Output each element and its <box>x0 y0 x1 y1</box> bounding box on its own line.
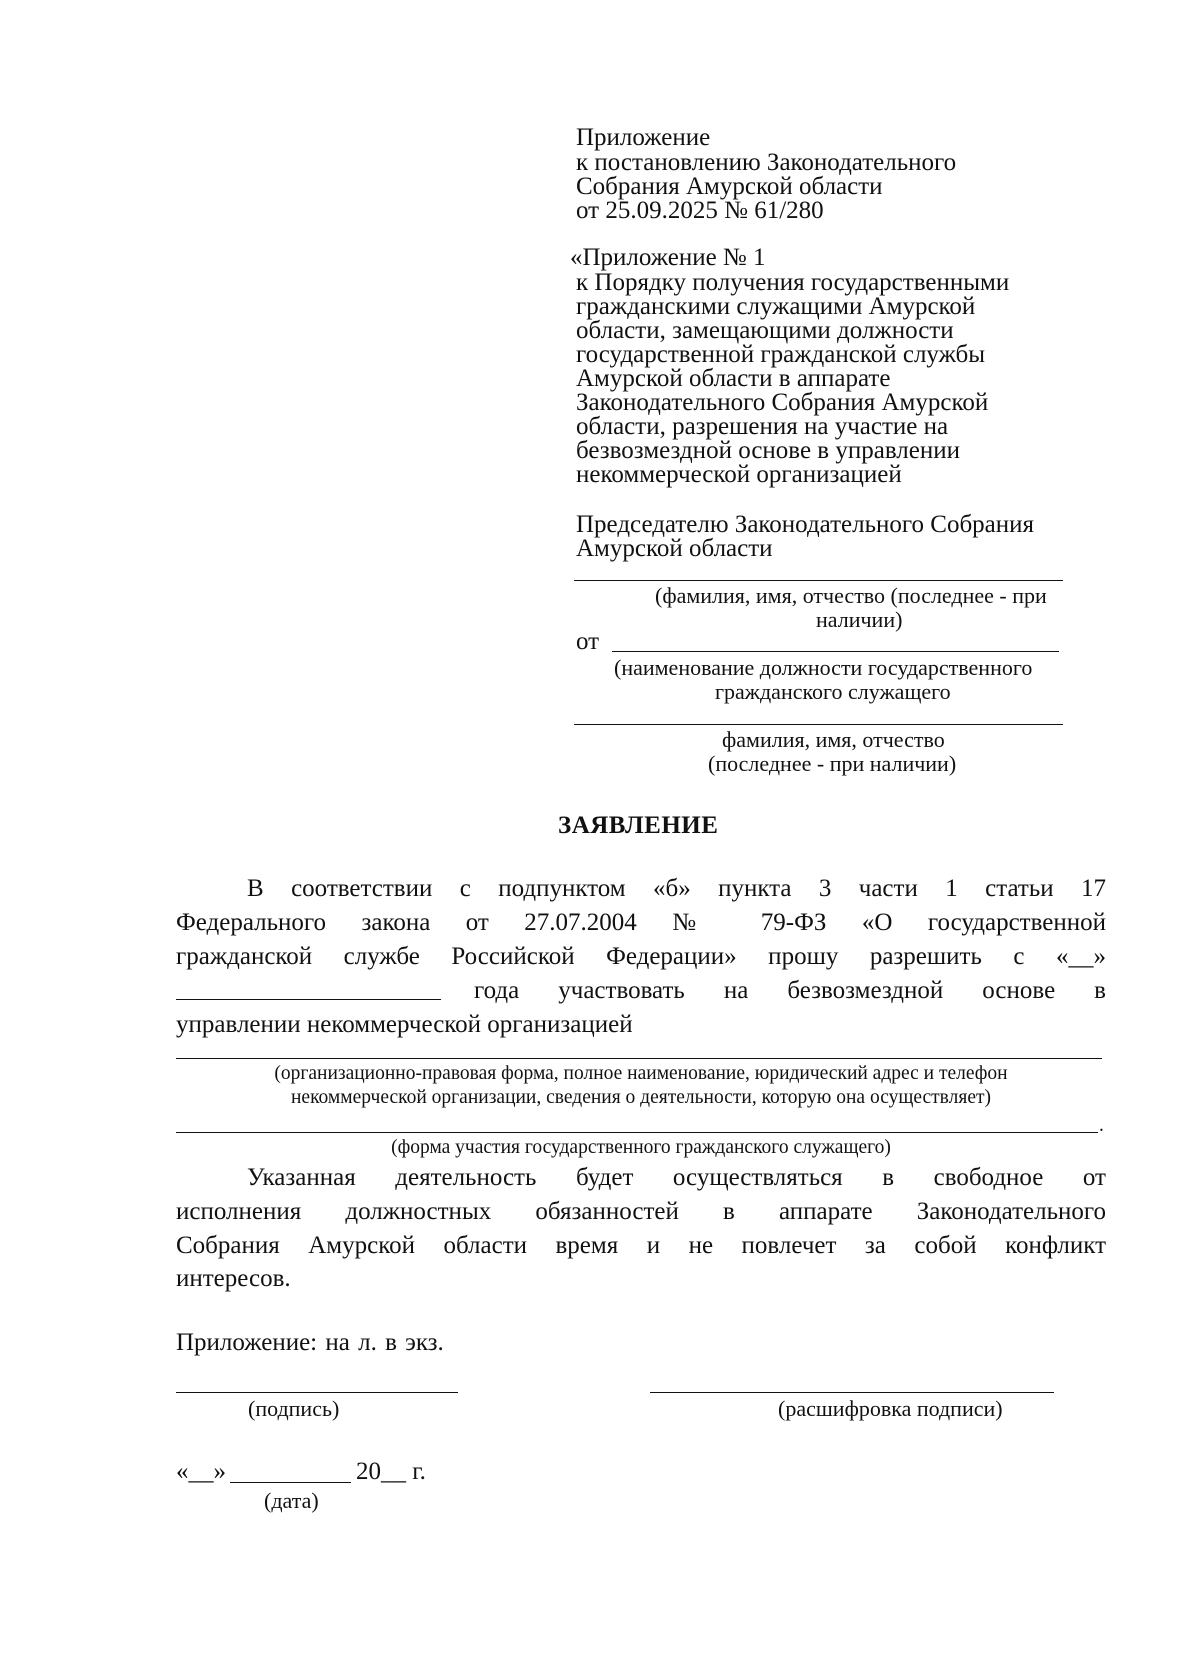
p1-line-2: Федерального закона от 27.07.2004 № 79-ФЗ «О государственной <box>176 909 1106 936</box>
appendix-line-1: «Приложение № 1 <box>570 244 766 271</box>
date-month-line <box>230 1482 351 1483</box>
appendix-line-4: области, замещающими должности <box>576 317 954 344</box>
p2-line-3: Собрания Амурской области время и не повлечет за собой конфликт <box>176 1232 1106 1259</box>
p1-line-5: управлении некоммерческой организацией <box>176 1011 633 1038</box>
decode-blank-line <box>650 1392 1054 1393</box>
appendix-line-2: к Порядку получения государственными <box>576 269 1010 296</box>
decode-caption: (расшифровка подписи) <box>778 1396 1003 1421</box>
applicant-blank-line <box>574 724 1063 725</box>
applicant-caption-1: фамилия, имя, отчество <box>722 727 945 752</box>
org-caption-1: (организационно-правовая форма, полное наименование, юридический адрес и телефон <box>274 1063 1008 1084</box>
appendix-line-9: безвозмездной основе в управлении <box>576 437 961 464</box>
p2-line-4: интересов. <box>176 1265 291 1292</box>
form-period: . <box>1099 1115 1104 1136</box>
position-caption-1: (наименование должности государственного <box>614 655 1033 680</box>
appendix-line-10: некоммерческой организацией <box>576 461 902 488</box>
position-blank-line <box>612 651 1059 652</box>
fio-caption-1: (фамилия, имя, отчество (последнее - при <box>655 583 1047 608</box>
fio-blank-line <box>574 580 1063 581</box>
p1-line-4: года участвовать на безвозмездной основе в <box>474 977 1106 1004</box>
document-title: ЗАЯВЛЕНИЕ <box>558 812 719 839</box>
addressee-line-1: Председателю Законодательного Собрания <box>576 511 1035 538</box>
p1-line-1: В соответствии с подпунктом «б» пункта 3 части 1 статьи 17 <box>247 875 1106 902</box>
addressee-line-2: Амурской области <box>576 535 773 562</box>
form-blank-line <box>176 1132 1098 1133</box>
date-year: 20__ г. <box>356 1458 426 1485</box>
form-caption: (форма участия государственного гражданского служащего) <box>391 1137 891 1158</box>
from-label: от <box>576 628 600 655</box>
attachment-line: Приложение: на л. в экз. <box>176 1329 444 1356</box>
p2-line-2: исполнения должностных обязанностей в аппарате Законодательного <box>176 1198 1106 1225</box>
position-caption-2: гражданского служащего <box>715 679 951 704</box>
date-blank-line <box>176 999 441 1000</box>
appendix-line-7: Законодательного Собрания Амурской <box>576 389 989 416</box>
appendix-line-8: области, разрешения на участие на <box>576 413 949 440</box>
signature-caption: (подпись) <box>248 1396 340 1421</box>
applicant-caption-2: (последнее - при наличии) <box>708 751 957 776</box>
appendix-line-5: государственной гражданской службы <box>576 341 986 368</box>
date-day: «__» <box>176 1458 226 1485</box>
date-caption: (дата) <box>264 1488 319 1513</box>
header-line-2: к постановлению Законодательного <box>576 149 957 176</box>
p1-line-3: гражданской службе Российской Федерации» прошу разрешить с «__» <box>176 943 1106 970</box>
signature-blank-line <box>176 1392 458 1393</box>
org-blank-line <box>176 1058 1102 1059</box>
header-line-3: Собрания Амурской области <box>576 173 883 200</box>
header-line-4: от 25.09.2025 № 61/280 <box>576 197 824 224</box>
appendix-line-6: Амурской области в аппарате <box>576 365 891 392</box>
header-line-1: Приложение <box>576 124 711 151</box>
org-caption-2: некоммерческой организации, сведения о деятельности, которую она осуществляет) <box>290 1087 991 1108</box>
appendix-line-3: гражданскими служащими Амурской <box>576 293 976 320</box>
p2-line-1: Указанная деятельность будет осуществляться в свободное от <box>247 1164 1106 1191</box>
fio-caption-2: наличии) <box>816 607 903 632</box>
